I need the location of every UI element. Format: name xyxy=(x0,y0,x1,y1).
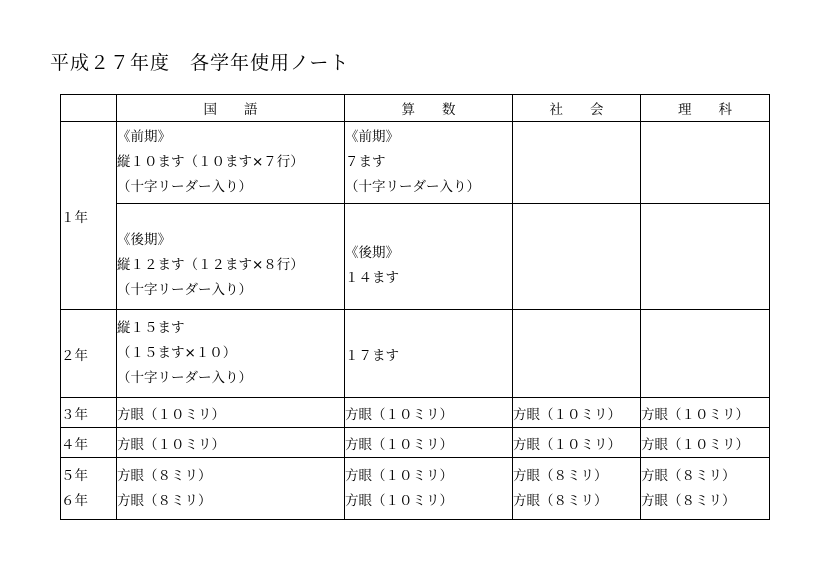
cell-g2-kokugo xyxy=(117,310,345,398)
cell-g3-rika: 方眼（１０ミリ） xyxy=(641,398,770,428)
term-label: 《前期》 xyxy=(117,129,171,145)
cell-line: 方眼（８ミリ） xyxy=(513,467,608,484)
grade-label-4: ４年 xyxy=(61,428,117,458)
grade-label-2: ２年 xyxy=(61,310,117,398)
cell-line: 方眼（１０ミリ） xyxy=(345,467,453,484)
cell-g1-kouki-rika xyxy=(641,204,770,310)
term-label: 《前期》 xyxy=(345,129,399,145)
cell-g1-zenki-sansu xyxy=(345,122,513,204)
cell-g3-kokugo: 方眼（１０ミリ） xyxy=(117,398,345,428)
cell-g4-shakai: 方眼（１０ミリ） xyxy=(513,428,641,458)
cell-g3-shakai: 方眼（１０ミリ） xyxy=(513,398,641,428)
header-rika: 理 科 xyxy=(641,95,770,122)
cell-line: 縦１０ます（１０ます×７行） xyxy=(117,154,304,170)
grade-label-5: ５年 xyxy=(61,467,88,484)
header-kokugo: 国 語 xyxy=(117,95,345,122)
cell-line: 方眼（８ミリ） xyxy=(513,492,608,509)
cell-g1-kouki-sansu xyxy=(345,204,513,310)
page-title: 平成２７年度 各学年使用ノート xyxy=(50,52,350,74)
cell-g1-zenki-kokugo xyxy=(117,122,345,204)
cell-g4-sansu: 方眼（１０ミリ） xyxy=(345,428,513,458)
cell-line: （十字リーダー入り） xyxy=(117,282,252,298)
cell-g1-kouki-shakai xyxy=(513,204,641,310)
cell-g3-sansu: 方眼（１０ミリ） xyxy=(345,398,513,428)
cell-g56-kokugo xyxy=(117,458,345,520)
cell-line: （十字リーダー入り） xyxy=(117,179,252,195)
cell-g1-zenki-shakai xyxy=(513,122,641,204)
grade-label-6: ６年 xyxy=(61,492,88,509)
cell-line: 方眼（８ミリ） xyxy=(641,492,736,509)
cell-g56-rika xyxy=(641,458,770,520)
term-label: 《後期》 xyxy=(345,244,399,261)
cell-line: 方眼（１０ミリ） xyxy=(345,492,453,509)
table-row-grade1-zenki xyxy=(61,122,770,204)
header-sansu: 算 数 xyxy=(345,95,513,122)
cell-line: ７ます xyxy=(345,154,386,170)
cell-line: （１５ます×１０） xyxy=(117,345,237,361)
cell-g4-rika: 方眼（１０ミリ） xyxy=(641,428,770,458)
cell-line: 縦１２ます（１２ます×８行） xyxy=(117,257,304,273)
cell-line: 方眼（８ミリ） xyxy=(117,467,212,484)
notebook-table xyxy=(60,94,770,520)
cell-g2-rika xyxy=(641,310,770,398)
grade-label-1: １年 xyxy=(61,122,117,310)
cell-g2-sansu: １７ます xyxy=(345,310,513,398)
table-row-grade4 xyxy=(61,428,770,458)
table-row-grade1-kouki xyxy=(61,204,770,310)
cell-g1-kouki-kokugo xyxy=(117,204,345,310)
grade-label-5-6 xyxy=(61,458,117,520)
cell-line: （十字リーダー入り） xyxy=(117,370,252,386)
cell-line: 方眼（８ミリ） xyxy=(117,492,212,509)
cell-g56-sansu xyxy=(345,458,513,520)
header-row xyxy=(61,95,770,122)
cell-g2-shakai xyxy=(513,310,641,398)
cell-g1-zenki-rika xyxy=(641,122,770,204)
cell-line: 縦１５ます xyxy=(117,320,185,336)
header-shakai: 社 会 xyxy=(513,95,641,122)
cell-line: （十字リーダー入り） xyxy=(345,179,480,195)
cell-g56-shakai xyxy=(513,458,641,520)
term-label: 《後期》 xyxy=(117,232,171,248)
header-grade xyxy=(61,95,117,122)
cell-g4-kokugo: 方眼（１０ミリ） xyxy=(117,428,345,458)
table-row-grade2 xyxy=(61,310,770,398)
cell-line: １４ます xyxy=(345,269,399,286)
table-row-grade5-6 xyxy=(61,458,770,520)
table-row-grade3 xyxy=(61,398,770,428)
cell-line: 方眼（８ミリ） xyxy=(641,467,736,484)
grade-label-3: ３年 xyxy=(61,398,117,428)
